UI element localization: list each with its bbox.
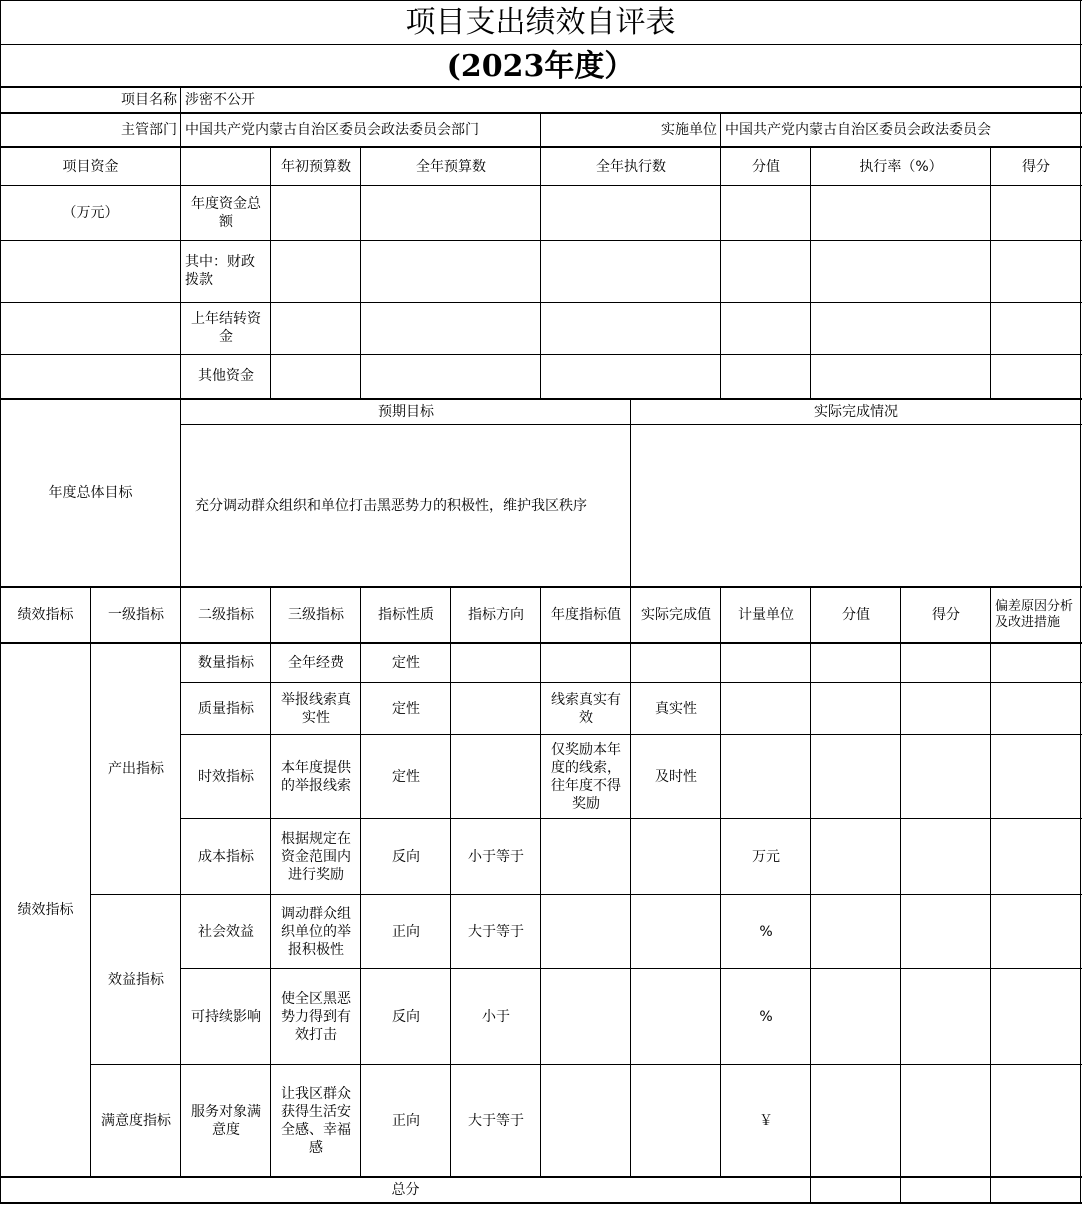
v-rule — [900, 1176, 901, 1204]
ind-nature-cell: 正向 — [392, 924, 420, 940]
ind-header-l1: 一级指标 — [108, 607, 164, 623]
ind-l2-cell: 成本指标 — [198, 849, 254, 865]
ind-unit-cell — [721, 644, 811, 682]
ind-l2-cell: 可持续影响 — [191, 1009, 261, 1025]
ind-header-actual: 实际完成值 — [641, 607, 711, 623]
ind-nature-cell: 正向 — [392, 1113, 420, 1129]
ind-actual-cell — [631, 644, 721, 682]
ind-target-cell: 线索真实有效 — [551, 692, 621, 726]
h-rule — [180, 1064, 1082, 1065]
ind-l3-cell: 举报线索真实性 — [281, 692, 351, 726]
ind-group-label: 绩效指标 — [17, 902, 74, 918]
h-rule — [180, 894, 1082, 895]
ind-direction-cell: 小于 — [482, 1009, 510, 1025]
impl-value: 中国共产党内蒙古自治区委员会政法委员会 — [725, 122, 991, 138]
ind-nature-cell: 反向 — [392, 1009, 420, 1025]
ind-header-perf: 绩效指标 — [17, 607, 74, 623]
goals-expected-header: 预期目标 — [378, 404, 434, 420]
h-rule — [0, 240, 181, 241]
ind-actual-cell — [631, 970, 721, 1064]
ind-l3-cell: 让我区群众获得生活安全感、幸福感 — [281, 1086, 351, 1156]
ind-l1-output: 产出指标 — [108, 761, 164, 777]
goals-actual-text — [631, 426, 1081, 586]
funds-row-total: 年度资金总额 — [191, 196, 261, 230]
funds-header-exec-rate: 执行率（%） — [859, 159, 943, 175]
ind-nature-cell: 定性 — [392, 701, 420, 717]
ind-unit-cell — [721, 684, 811, 734]
ind-direction-cell — [451, 644, 541, 682]
h-rule — [0, 302, 181, 303]
ind-direction-cell: 小于等于 — [468, 849, 524, 865]
ind-actual-cell — [631, 1066, 721, 1176]
goals-label: 年度总体目标 — [48, 485, 133, 501]
funds-header-score-value: 分值 — [752, 159, 780, 175]
ind-unit-cell: ￥ — [759, 1113, 773, 1129]
ind-l3-cell: 根据规定在资金范围内进行奖励 — [281, 831, 351, 883]
ind-actual-cell: 真实性 — [655, 701, 697, 717]
ind-header-deviation: 偏差原因分析及改进措施 — [995, 599, 1074, 630]
funds-header-initial-budget: 年初预算数 — [281, 159, 351, 175]
ind-nature-cell: 定性 — [392, 655, 420, 671]
ind-unit-cell: % — [759, 924, 773, 940]
ind-l2-cell: 数量指标 — [198, 655, 254, 671]
funds-header-executed: 全年执行数 — [596, 159, 666, 175]
h-rule — [180, 240, 1082, 241]
ind-actual-cell — [631, 896, 721, 968]
funds-row-other: 其他资金 — [198, 368, 254, 384]
ind-l3-cell: 调动群众组织单位的举报积极性 — [281, 906, 351, 958]
v-rule — [900, 586, 901, 1176]
ind-target-cell — [541, 820, 631, 894]
h-rule — [0, 1202, 1082, 1204]
ind-l1-benefit: 效益指标 — [108, 972, 164, 988]
funds-label: 项目资金 — [62, 159, 119, 175]
ind-l2-cell: 时效指标 — [198, 769, 254, 785]
ind-header-score-value: 分值 — [842, 607, 870, 623]
ind-l3-cell: 使全区黑恶势力得到有效打击 — [281, 991, 351, 1043]
ind-direction-cell — [451, 684, 541, 734]
page-subtitle: (2023年度） — [446, 49, 635, 84]
ind-header-l3: 三级指标 — [288, 607, 344, 623]
goals-expected-text: 充分调动群众组织和单位打击黑恶势力的积极性，维护我区秩序 — [195, 498, 587, 514]
ind-l3-cell: 全年经费 — [288, 655, 344, 671]
ind-header-unit: 计量单位 — [738, 607, 794, 623]
h-rule — [180, 734, 1082, 735]
ind-target-cell — [541, 970, 631, 1064]
funds-header-score: 得分 — [1022, 159, 1050, 175]
dept-value: 中国共产党内蒙古自治区委员会政法委员会部门 — [185, 122, 479, 138]
ind-target-cell — [541, 896, 631, 968]
ind-target-cell: 仅奖励本年度的线索，往年度不得奖励 — [551, 742, 621, 812]
ind-direction-cell — [451, 736, 541, 818]
impl-label: 实施单位 — [661, 122, 717, 138]
project-name-label: 项目名称 — [121, 92, 177, 108]
ind-direction-cell: 大于等于 — [468, 924, 524, 940]
ind-unit-cell — [721, 736, 811, 818]
dept-label: 主管部门 — [121, 122, 177, 138]
h-rule — [180, 424, 1082, 425]
h-rule — [180, 302, 1082, 303]
h-rule — [90, 1064, 181, 1065]
ind-header-nature: 指标性质 — [378, 607, 434, 623]
v-rule — [990, 1176, 991, 1204]
ind-header-l2: 二级指标 — [198, 607, 254, 623]
ind-target-cell — [541, 1066, 631, 1176]
funds-row-fiscal: 其中：财政拨款 — [185, 254, 255, 288]
total-label: 总分 — [391, 1182, 420, 1198]
h-rule — [0, 0, 1082, 1]
page-title: 项目支出绩效自评表 — [405, 5, 676, 40]
v-rule — [990, 586, 991, 1176]
ind-nature-cell: 反向 — [392, 849, 420, 865]
ind-l2-cell: 质量指标 — [198, 701, 254, 717]
ind-header-direction: 指标方向 — [468, 607, 524, 623]
funds-unit: （万元） — [62, 205, 119, 221]
h-rule — [180, 968, 1082, 969]
ind-l3-cell: 本年度提供的举报线索 — [281, 760, 351, 794]
ind-target-cell — [541, 644, 631, 682]
ind-l1-satisfaction: 满意度指标 — [101, 1113, 171, 1129]
funds-header-blank — [181, 148, 271, 186]
h-rule — [180, 818, 1082, 819]
ind-direction-cell: 大于等于 — [468, 1113, 524, 1129]
ind-unit-cell: 万元 — [752, 849, 780, 865]
goals-actual-header: 实际完成情况 — [814, 404, 898, 420]
ind-header-score: 得分 — [932, 607, 960, 623]
ind-unit-cell: % — [759, 1009, 773, 1025]
ind-header-target: 年度指标值 — [551, 607, 621, 623]
project-name-value: 涉密不公开 — [185, 92, 255, 108]
ind-actual-cell — [631, 820, 721, 894]
h-rule — [180, 354, 1082, 355]
ind-actual-cell: 及时性 — [655, 769, 697, 785]
h-rule — [90, 894, 181, 895]
h-rule — [180, 682, 1082, 683]
ind-l2-cell: 服务对象满意度 — [191, 1104, 261, 1138]
h-rule — [0, 354, 181, 355]
ind-l2-cell: 社会效益 — [198, 924, 254, 940]
funds-header-annual-budget: 全年预算数 — [416, 159, 486, 175]
ind-nature-cell: 定性 — [392, 769, 420, 785]
h-rule — [0, 44, 1082, 45]
funds-row-carryover: 上年结转资金 — [191, 311, 261, 345]
